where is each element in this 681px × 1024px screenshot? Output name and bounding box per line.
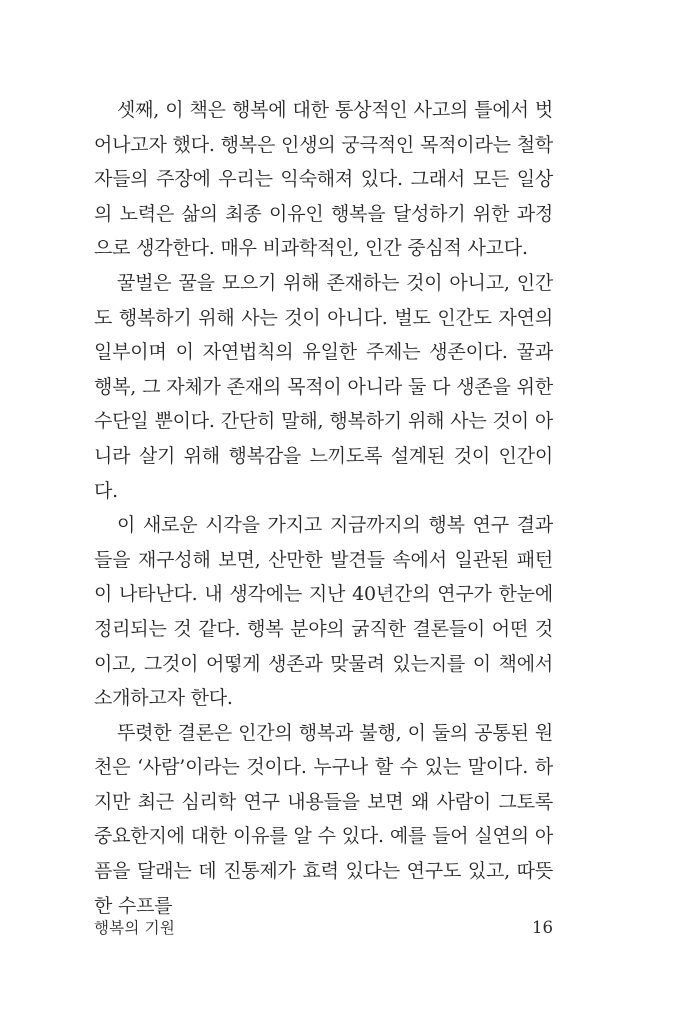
running-footer-book-title: 행복의 기원 — [94, 919, 175, 937]
paragraph: 꿀벌은 꿀을 모으기 위해 존재하는 것이 아니고, 인간도 행복하기 위해 사는 것이 아니다. 벌도 인간도 자연의 일부이며 이 자연법칙의 유일한 주제는 생존이다. 꿀과 행복, 그 자체가 존재의 목적이 아니라 둘 다 생존을 위한 수단일 뿐이다. 간단히 말해, 행복하기 위해 사는 것이 아니라 살기 위해 행복감을 느끼도록 설계된 것이 인간이다. — [94, 271, 553, 502]
page-footer — [94, 916, 553, 938]
page-number: 16 — [532, 918, 553, 937]
paragraph: 이 새로운 시각을 가지고 지금까지의 행복 연구 결과들을 재구성해 보면, 산만한 발견들 속에서 일관된 패턴이 나타난다. 내 생각에는 지난 40년간의 연구가 한눈에 정리되는 것 같다. 행복 분야의 굵직한 결론들이 어떤 것이고, 그것이 어떻게 생존과 맞물려 있는지를 이 책에서 소개하고자 한다. — [94, 514, 553, 710]
paragraph: 뚜렷한 결론은 인간의 행복과 불행, 이 둘의 공통된 원천은 ‘사람’이라는 것이다. 누구나 할 수 있는 말이다. 하지만 최근 심리학 연구 내용들을 보면 왜 사람이 그토록 중요한지에 대한 이유를 알 수 있다. 예를 들어 실연의 아픔을 달래는 데 진통제가 효력 있다는 연구도 있고, 따뜻한 수프를 — [94, 721, 553, 917]
paragraph: 셋째, 이 책은 행복에 대한 통상적인 사고의 틀에서 벗어나고자 했다. 행복은 인생의 궁극적인 목적이라는 철학자들의 주장에 우리는 익숙해져 있다. 그래서 모든 일상의 노력은 삶의 최종 이유인 행복을 달성하기 위한 과정으로 생각한다. 매우 비과학적인, 인간 중심적 사고다. — [94, 99, 553, 260]
page-text-block — [94, 93, 553, 923]
